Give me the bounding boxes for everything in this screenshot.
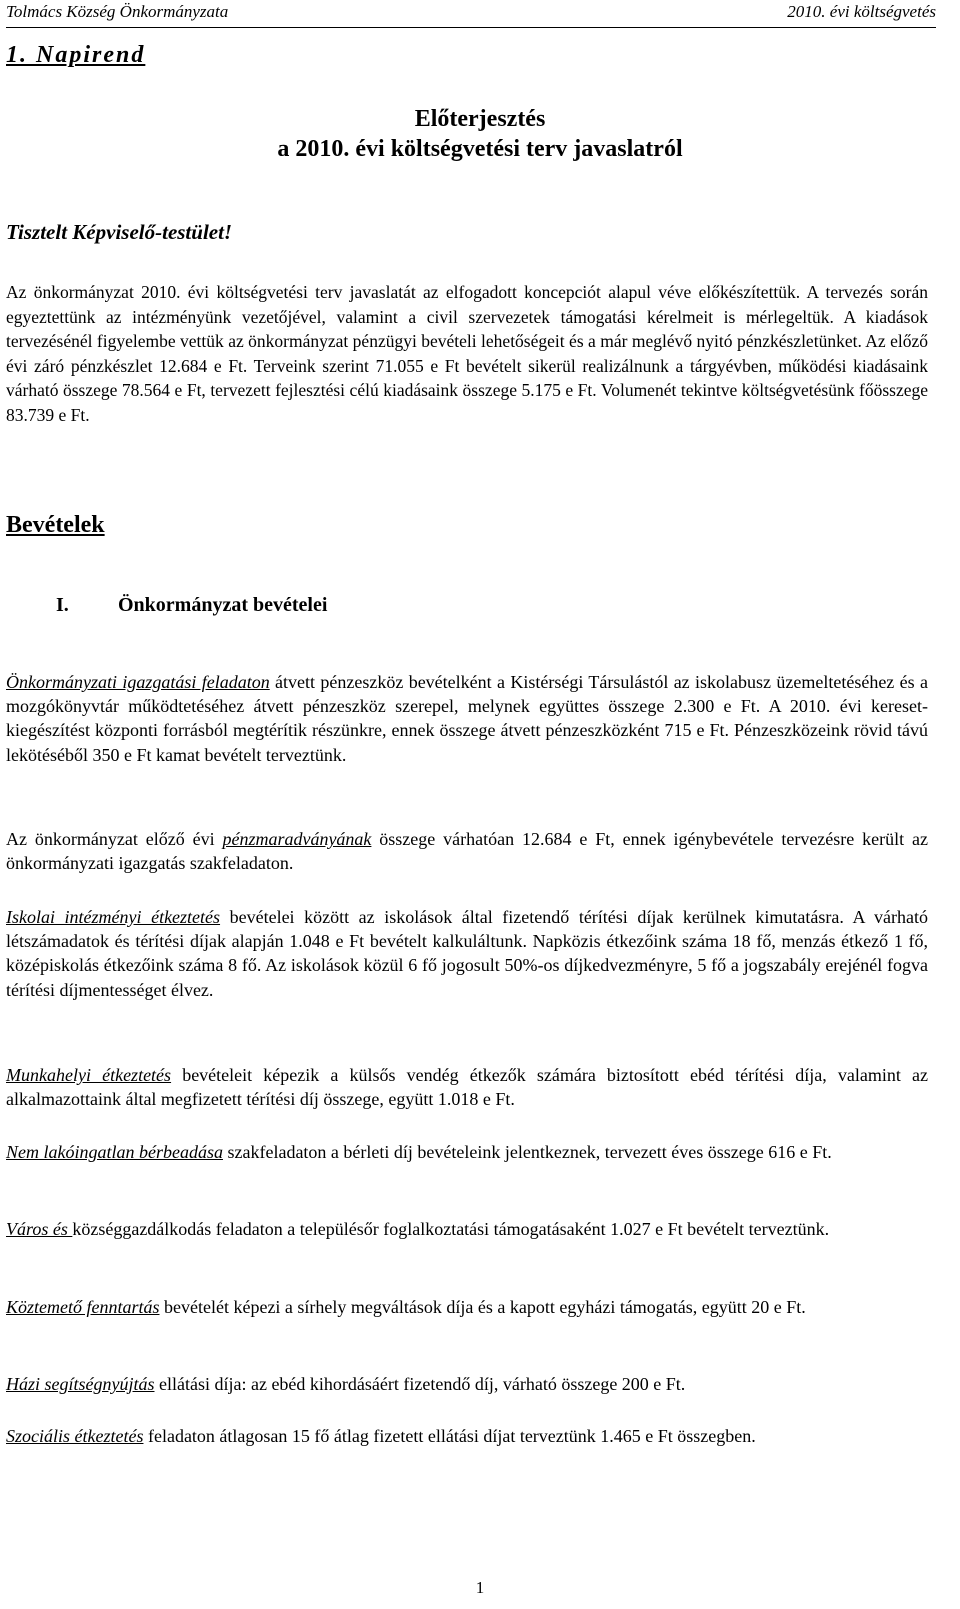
salutation: Tisztelt Képviselő-testület! — [6, 220, 233, 244]
paragraph-text: szakfeladaton a bérleti díj bevételeink jelentkeznek, tervezett éves összege 616 e Ft. — [222, 1142, 832, 1162]
paragraph-home-help — [6, 1372, 928, 1396]
paragraph-pre: Az önkormányzat előző évi — [6, 829, 223, 849]
intro-paragraph: Az önkormányzat 2010. évi költségvetési terv javaslatát az elfogadott koncepciót alapul véve előkészítettük. A tervezés során egyeztettünk az intézményünk vezetőjével, valamint a civil szervezetek támogatási kérelmeit is mérlegeltük. A kiadások tervezésénél figyelembe vettük az önkormányzat pénzügyi bevételi lehetőségeit és a már meglévő nyitó pénzkészletünket. Az előző évi záró pénzkészlet 12.684 e Ft. Terveink szerint 71.055 e Ft bevételt sikerül realizálnunk a tárgyévben, működési kiadásaink várható összege 78.564 e Ft, tervezett fejlesztési célú kiadásaink összege 5.175 e Ft. Volumenét tekintve költségvetésünk főösszege 83.739 e Ft. — [6, 282, 928, 425]
header-rule — [6, 27, 936, 28]
paragraph-text: átvett pénzeszköz bevételként a Kistérségi Társulástól az iskolabusz üzemeltetéséhez és a mozgókönyvtár működtetéséhez átvett pénzeszköz szerepel, melynek együttes összege 2.300 e Ft. A 2010. évi kereset-kiegészítést központi forrásból megtérítik részünkre, ennek összege átvett pénzeszközként 715 e Ft. Pénzeszközeink rövid távú lekötéséből 350 e Ft kamat bevételt terveztünk. — [6, 672, 928, 765]
section-number: I. — [56, 594, 69, 616]
paragraph-text: bevételét képezi a sírhely megváltások díja és a kapott egyházi támogatás, együtt 20 e Ft. — [159, 1297, 806, 1317]
paragraph-lead: Házi segítségnyújtás — [6, 1374, 155, 1394]
paragraph-social-catering — [6, 1424, 928, 1448]
revenues-heading: Bevételek — [6, 512, 105, 538]
paragraph-admin — [6, 670, 928, 767]
paragraph-text: bevételei között az iskolások által fizetendő térítési díjak kerülnek kimutatásra. A várható létszámadatok és térítési díjak alapján 1.048 e Ft bevételt kalkuláltunk. Napközis étkezőink száma 18 fő, menzás étkező 1 fő, középiskolás étkezőink száma 8 fő. Az iskolások közül 6 fő jogosult 50%-os díjkedvezményre, 5 fő a jogszabály erejénél fogva térítési díjmentességet élvez. — [6, 907, 928, 1000]
paragraph-lead: Munkahelyi étkeztetés — [6, 1065, 172, 1085]
paragraph-text: összege várhatóan 12.684 e Ft, ennek igénybevétele tervezésre került az önkormányzati igazgatás szakfeladaton. — [6, 829, 929, 874]
paragraph-lead: Iskolai intézményi étkeztetés — [6, 907, 221, 927]
paragraph-lead: pénzmaradványának — [222, 829, 372, 849]
paragraph-lead: Város és — [6, 1219, 73, 1239]
paragraph-municipal-management — [6, 1217, 928, 1241]
page-header — [6, 0, 936, 26]
paragraph-lead: Szociális étkeztetés — [6, 1426, 144, 1446]
paragraph-lead: Köztemető fenntartás — [6, 1297, 160, 1317]
page-number: 1 — [475, 1578, 485, 1597]
paragraph-lead: Nem lakóingatlan bérbeadása — [6, 1142, 223, 1162]
agenda-heading: 1. Napirend — [6, 42, 146, 68]
paragraph-lead: Önkormányzati igazgatási feladaton — [6, 672, 270, 692]
header-budget-year: 2010. évi költségvetés — [787, 2, 936, 21]
paragraph-text: bevételeit képezik a külsős vendég étkezők számára biztosított ebéd térítési díja, valamint az alkalmazottaink által megfizetett térítési díj összege, együtt 1.018 e Ft. — [6, 1065, 928, 1110]
paragraph-text: feladaton átlagosan 15 fő átlag fizetett ellátási díjat terveztünk 1.465 e Ft összegben. — [143, 1426, 756, 1446]
paragraph-residual — [6, 827, 928, 875]
section-title: Önkormányzat bevételei — [118, 594, 328, 616]
paragraph-rental — [6, 1140, 928, 1164]
paragraph-cemetery — [6, 1295, 928, 1319]
paragraph-text: községgazdálkodás feladaton a településőr foglalkoztatási támogatásaként 1.027 e Ft bevételt terveztünk. — [72, 1219, 830, 1239]
header-municipality: Tolmács Község Önkormányzata — [6, 2, 229, 21]
document-subtitle: a 2010. évi költségvetési terv javaslatról — [277, 136, 683, 162]
paragraph-text: ellátási díja: az ebéd kihordásáért fizetendő díj, várható összege 200 e Ft. — [154, 1374, 686, 1394]
paragraph-workplace-catering — [6, 1063, 928, 1111]
paragraph-school-catering — [6, 905, 928, 1002]
document-title: Előterjesztés — [414, 106, 546, 132]
